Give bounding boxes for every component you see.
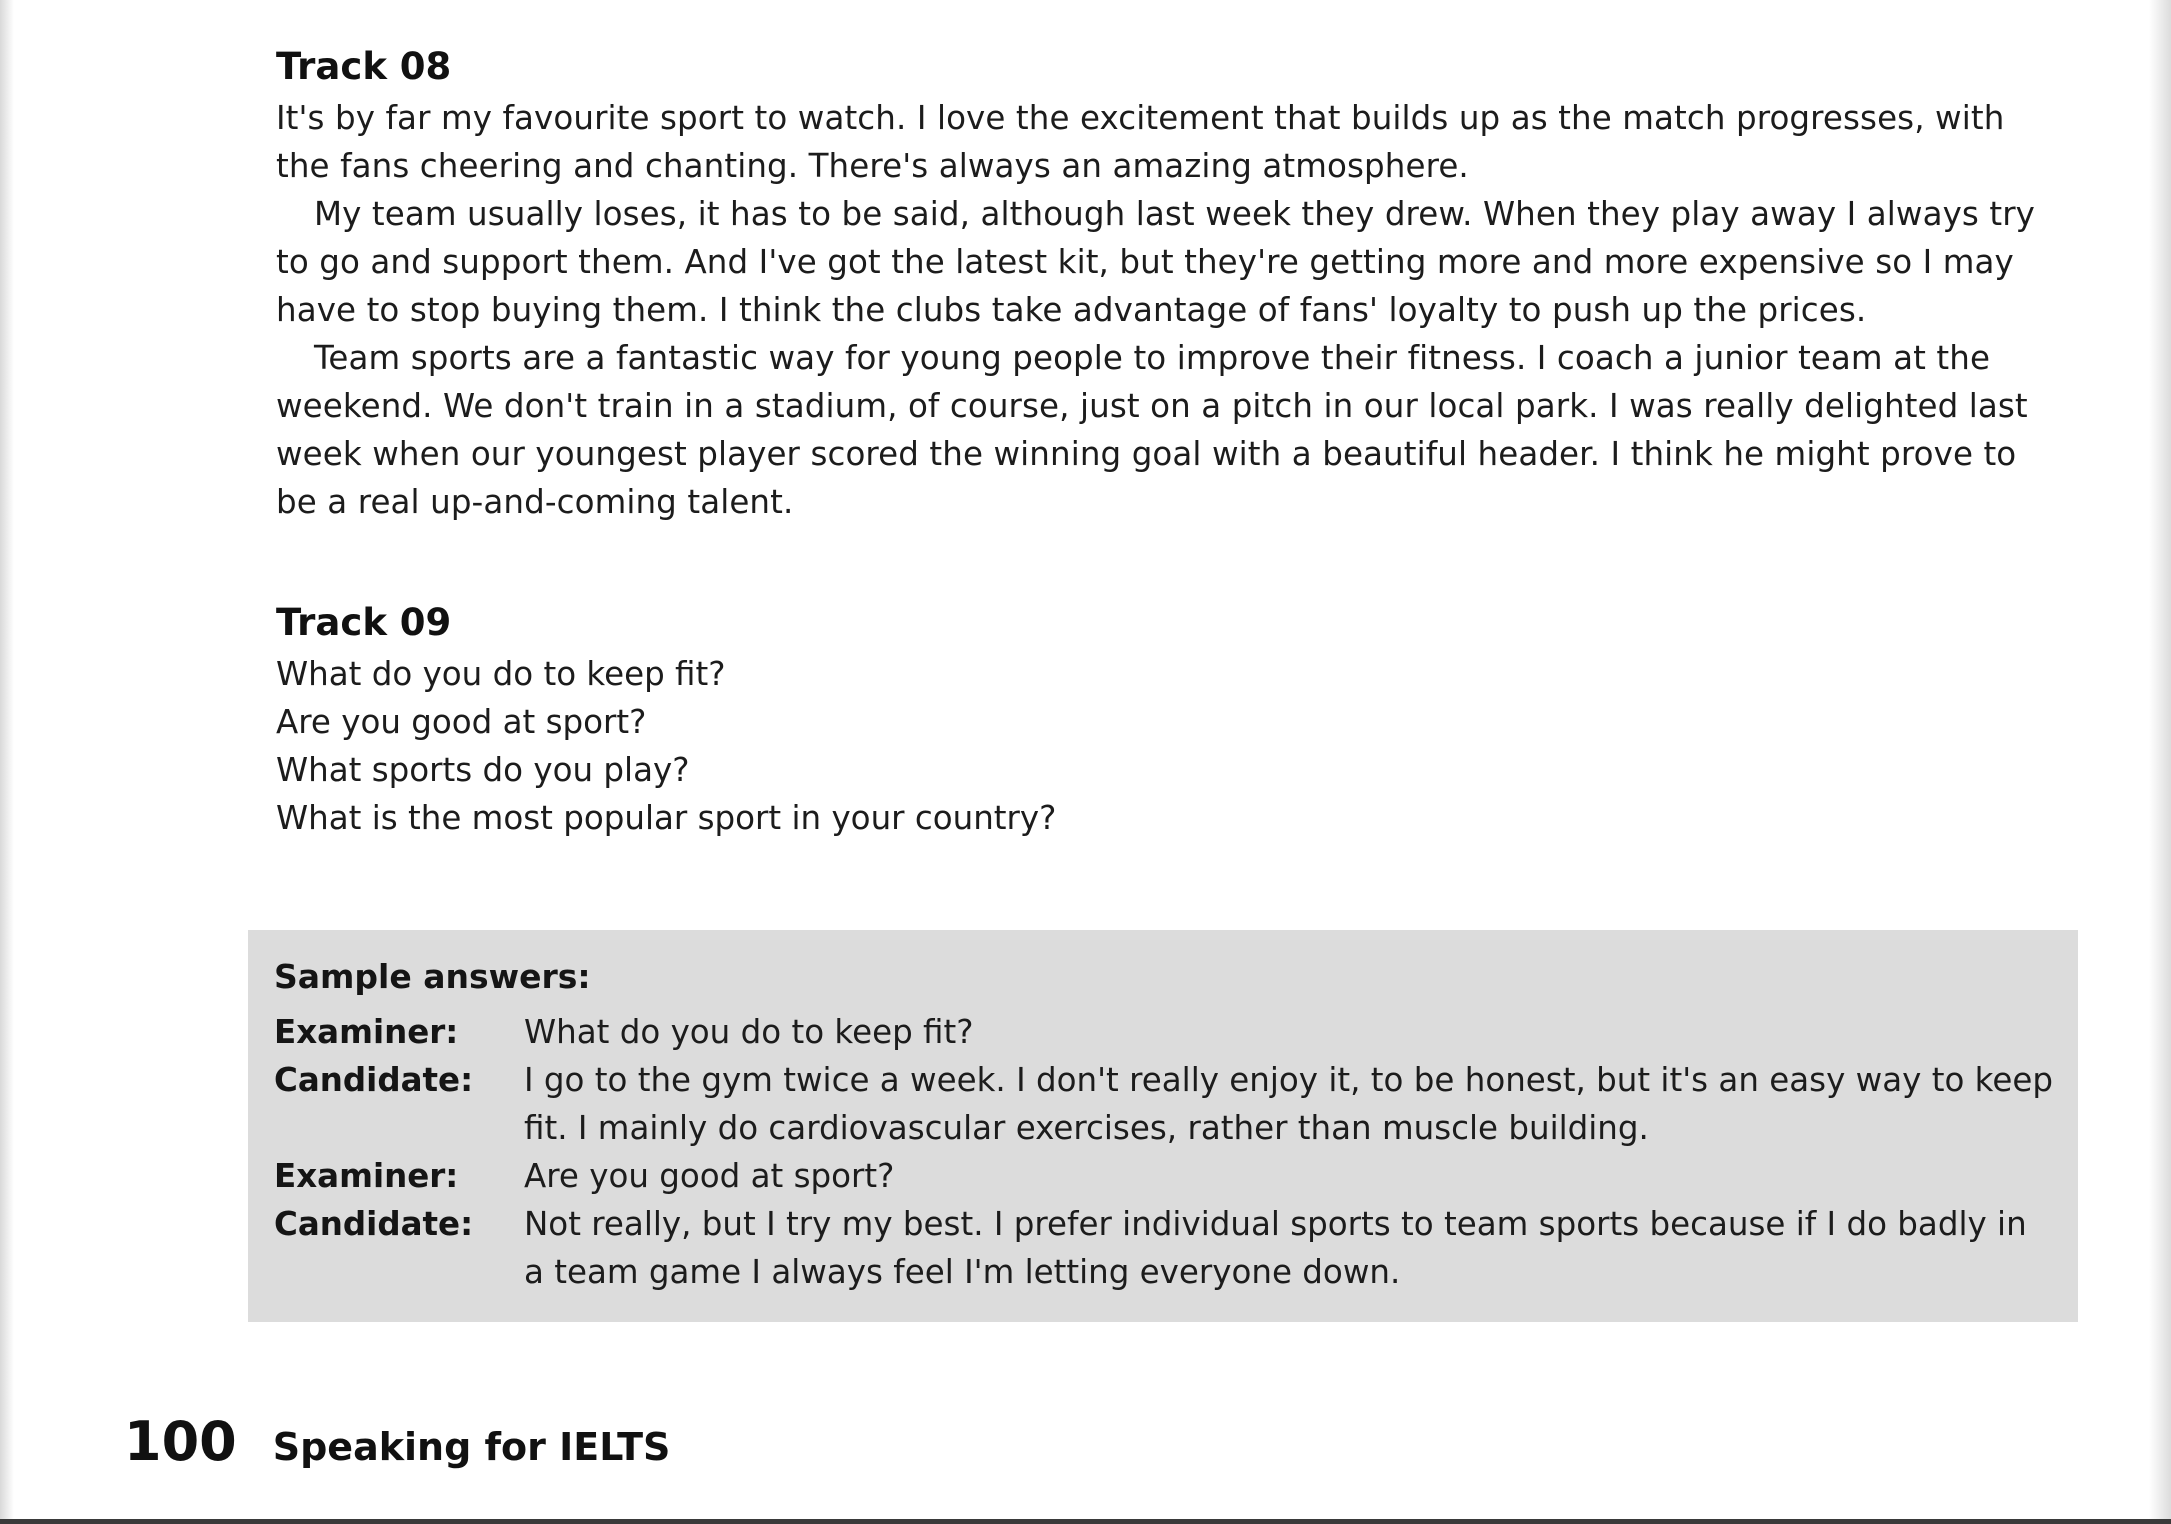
book-title: Speaking for IELTS xyxy=(272,1425,671,1469)
page-number: 100 xyxy=(124,1410,237,1473)
track-09-heading: Track 09 xyxy=(276,601,452,644)
track-09-question: Are you good at sport? xyxy=(276,703,647,741)
dialogue-row xyxy=(274,1008,2078,1056)
track-08-heading: Track 08 xyxy=(276,45,452,88)
utterance-text: Not really, but I try my best. I prefer individual sports to team sports because if I do badly in a team game I always feel I'm letting everyone down. xyxy=(524,1205,2027,1291)
track-09-question: What sports do you play? xyxy=(276,751,690,789)
speaker-label: Candidate: xyxy=(274,1061,474,1099)
dialogue-row xyxy=(274,1056,2078,1152)
track-08-paragraph-1: It's by far my favourite sport to watch. I love the excitement that builds up as the match progresses, with the fans cheering and chanting. There's always an amazing atmosphere. xyxy=(276,99,2005,185)
sample-answers-title: Sample answers: xyxy=(274,957,591,996)
track-08-section xyxy=(276,40,2036,526)
speaker-label: Candidate: xyxy=(274,1205,474,1243)
track-08-paragraph-2: My team usually loses, it has to be said, although last week they drew. When they play away I always try to go and support them. And I've got the latest kit, but they're getting more and more expensive so I may have to stop buying them. I think the clubs take advantage of fans' loyalty to push up the prices. xyxy=(276,195,2036,329)
utterance-text: Are you good at sport? xyxy=(524,1157,895,1195)
speaker-label: Examiner: xyxy=(274,1157,459,1195)
page-left-edge xyxy=(0,0,14,1524)
dialogue-row xyxy=(274,1200,2078,1296)
track-08-paragraph-3: Team sports are a fantastic way for young people to improve their fitness. I coach a junior team at the weekend. We don't train in a stadium, of course, just on a pitch in our local park. I was really delighted last week when our youngest player scored the winning goal with a beautiful header. I think he might prove to be a real up-and-coming talent. xyxy=(276,339,2028,521)
sample-answers-box xyxy=(248,930,2078,1322)
page-right-edge xyxy=(2149,0,2171,1524)
main-content xyxy=(276,40,2036,842)
track-09-section xyxy=(276,596,2036,842)
bottom-rule xyxy=(0,1519,2171,1524)
dialogue-row xyxy=(274,1152,2078,1200)
page-footer xyxy=(124,1410,670,1473)
track-09-question: What is the most popular sport in your country? xyxy=(276,799,1057,837)
utterance-text: What do you do to keep fit? xyxy=(524,1013,974,1051)
track-09-question: What do you do to keep fit? xyxy=(276,655,726,693)
speaker-label: Examiner: xyxy=(274,1013,459,1051)
section-spacer xyxy=(276,526,2036,596)
utterance-text: I go to the gym twice a week. I don't really enjoy it, to be honest, but it's an easy way to keep fit. I mainly do cardiovascular exercises, rather than muscle building. xyxy=(524,1061,2053,1147)
